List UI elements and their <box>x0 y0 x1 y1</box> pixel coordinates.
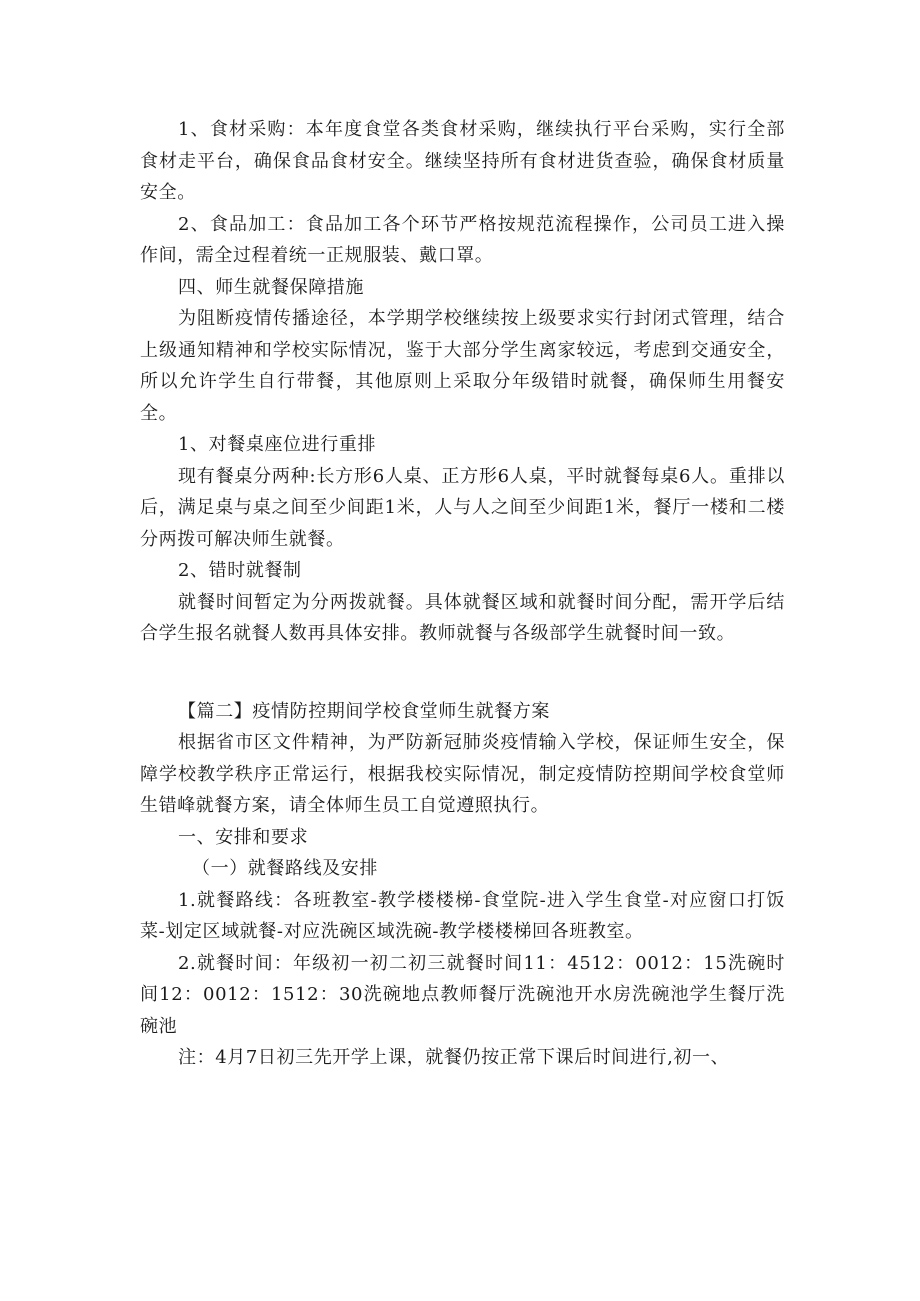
item-rearrange-seats-title: 1、对餐桌座位进行重排 <box>178 434 377 455</box>
item-staggered-dining-body: 就餐时间暂定为分两拨就餐。具体就餐区域和就餐时间分配，需开学后结合学生报名就餐人数再具体安排。教师就餐与各级部学生就餐时间一致。 <box>140 591 785 644</box>
document-body <box>140 114 785 1074</box>
paragraph-dining-time: 2.就餐时间：年级初一初二初三就餐时间11：4512：0012：15洗碗时间12：0012：1512：30洗碗地点教师餐厅洗碗池开水房洗碗池学生餐厅洗碗池 <box>140 952 785 1037</box>
item-staggered-dining-title: 2、错时就餐制 <box>178 560 302 581</box>
section-gap <box>140 650 785 696</box>
heading-dining-measures: 四、师生就餐保障措施 <box>178 276 364 298</box>
paragraph-closed-management: 为阻断疫情传播途径，本学期学校继续按上级要求实行封闭式管理，结合上级通知精神和学校实际情况，鉴于大部分学生离家较远，考虑到交通安全，所以允许学生自行带餐，其他原则上采取分年级错时就餐，确保师生用餐安全。 <box>140 308 785 424</box>
subheading-dining-route: （一）就餐路线及安排 <box>192 858 378 879</box>
paragraph-food-processing: 2、食品加工：食品加工各个环节严格按规范流程操作，公司员工进入操作间，需全过程着统一正规服装、戴口罩。 <box>140 213 785 266</box>
paragraph-dining-route: 1.就餐路线：各班教室-教学楼楼梯-食堂院-进入学生食堂-对应窗口打饭菜-划定区域就餐-对应洗碗区域洗碗-教学楼楼梯回各班教室。 <box>140 889 785 942</box>
item-rearrange-seats-body: 现有餐桌分两种:长方形6人桌、正方形6人桌，平时就餐每桌6人。重排以后，满足桌与桌之间至少间距1米，人与人之间至少间距1米，餐厅一楼和二楼分两拨可解决师生就餐。 <box>140 465 785 550</box>
paragraph-food-procurement: 1、食材采购：本年度食堂各类食材采购，继续执行平台采购，实行全部食材走平台，确保食品食材安全。继续坚持所有食材进货查验，确保食材质量安全。 <box>140 119 785 203</box>
section-title-part-two: 【篇二】疫情防控期间学校食堂师生就餐方案 <box>178 700 550 722</box>
heading-arrangements: 一、安排和要求 <box>178 826 309 848</box>
paragraph-note: 注：4月7日初三先开学上课，就餐仍按正常下课后时间进行,初一、 <box>178 1047 730 1068</box>
paragraph-intro: 根据省市区文件精神，为严防新冠肺炎疫情输入学校，保证师生安全，保障学校教学秩序正常运行，根据我校实际情况，制定疫情防控期间学校食堂师生错峰就餐方案，请全体师生员工自觉遵照执行。 <box>140 732 785 816</box>
